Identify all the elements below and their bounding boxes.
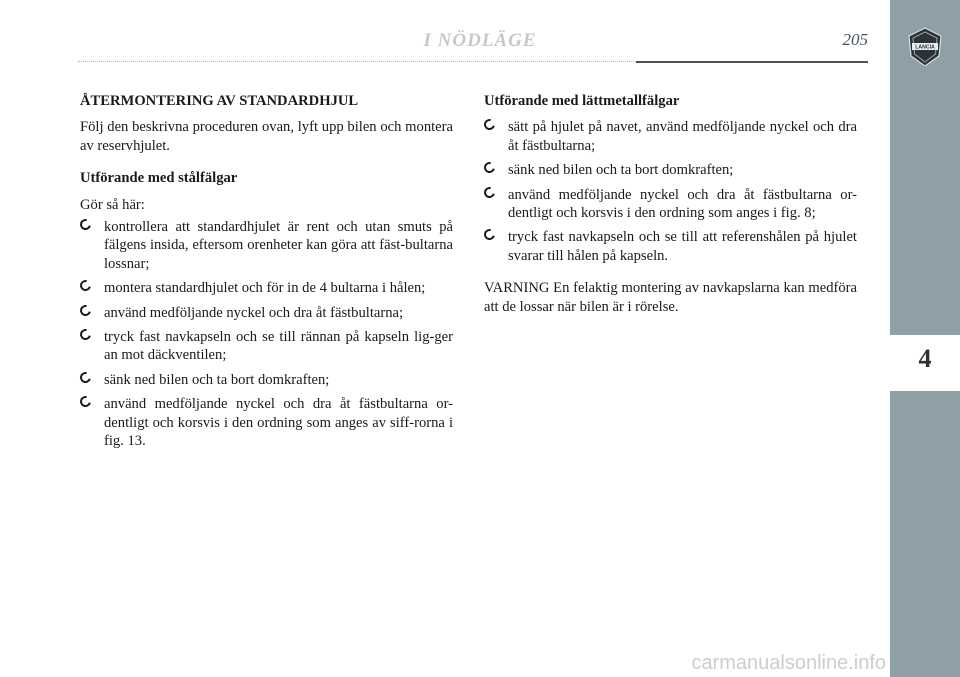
list-item-text: sänk ned bilen och ta bort domkraften;: [508, 162, 734, 179]
header-rule-solid: [636, 61, 868, 63]
list-item-text: tryck fast navkapseln och se till att referenshålen på hjulet svarar till hålen på kapseln.: [508, 229, 857, 264]
list-item-text: montera standardhjulet och för in de 4 bultarna i hålen;: [104, 280, 426, 297]
bullet-icon: [78, 394, 93, 409]
warning-paragraph: VARNING En felaktig montering av navkapslarna kan medföra att de lossar när bilen är i rörelse.: [484, 280, 857, 315]
bullet-icon: [78, 303, 93, 318]
left-column: [80, 92, 453, 465]
list-item-text: sänk ned bilen och ta bort domkraften;: [104, 371, 330, 388]
alloy-rims-steps: [484, 118, 857, 265]
list-item: [80, 328, 453, 365]
list-item: [484, 228, 857, 265]
watermark: carmanualsonline.info: [691, 652, 886, 674]
bullet-icon: [78, 370, 93, 385]
page-number: 205: [842, 30, 868, 49]
side-tab-lower: [890, 388, 960, 677]
lead-text: Gör så här:: [80, 196, 145, 213]
list-item: [80, 371, 453, 389]
alloy-rims-heading: Utförande med lättmetallfälgar: [484, 93, 680, 109]
chapter-side-tab: [890, 0, 960, 677]
lancia-logo-icon: [905, 26, 945, 66]
bullet-icon: [78, 217, 93, 232]
list-item: [484, 118, 857, 155]
chapter-number: 4: [918, 344, 932, 373]
chapter-title: I NÖDLÄGE: [423, 30, 537, 51]
list-item-text: använd medföljande nyckel och dra åt fästbultarna or-dentligt och korsvis i den ordning som anges i fig. 8;: [508, 186, 857, 222]
intro-paragraph: Följ den beskrivna proceduren ovan, lyft upp bilen och montera av reservhjulet.: [80, 119, 453, 154]
bullet-icon: [482, 117, 497, 132]
list-item-text: använd medföljande nyckel och dra åt fästbultarna;: [104, 304, 404, 321]
section-heading: ÅTERMONTERING AV STANDARDHJUL: [80, 93, 359, 109]
steel-rims-heading: Utförande med stålfälgar: [80, 170, 238, 187]
list-item: [80, 304, 453, 322]
list-item: [80, 279, 453, 297]
bullet-icon: [482, 185, 497, 200]
bullet-icon: [482, 160, 497, 175]
list-item-text: tryck fast navkapseln och se till rännan på kapseln lig-ger an mot däckventilen;: [104, 329, 453, 364]
bullet-icon: [78, 327, 93, 342]
bullet-icon: [78, 278, 93, 293]
bullet-icon: [482, 227, 497, 242]
list-item-text: sätt på hjulet på navet, använd medföljande nyckel och dra åt fästbultarna;: [508, 119, 857, 154]
list-item-text: använd medföljande nyckel och dra åt fästbultarna or-dentligt och korsvis i den ordning som anges av siff-rorna i fig. 13.: [104, 396, 453, 450]
logo-text: LANCIA: [915, 44, 935, 51]
list-item: [484, 186, 857, 223]
steel-rims-steps: [80, 218, 453, 450]
header-rule-dotted: [78, 61, 638, 62]
list-item: [484, 161, 857, 179]
list-item: [80, 395, 453, 450]
list-item: [80, 218, 453, 273]
list-item-text: kontrollera att standardhjulet är rent och utan smuts på fälgens insida, eftersom orenheter kan göra att fäst-bultarna lossnar;: [104, 219, 453, 272]
right-column: [484, 92, 857, 330]
